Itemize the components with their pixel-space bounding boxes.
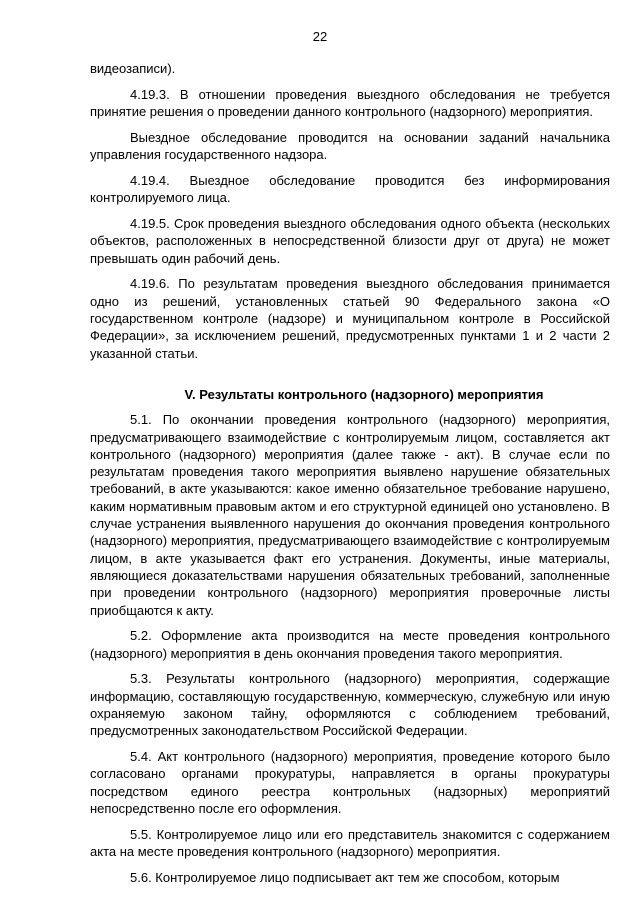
paragraph: 4.19.4. Выездное обследование проводится без информирования контролируемого лица.: [90, 172, 610, 206]
document-body: [90, 60, 610, 895]
paragraph: 5.3. Результаты контрольного (надзорного) мероприятия, содержащие информацию, составляющую государственную, коммерческую, служебную или иную охраняемую законом тайну, оформляются с соблюдением требований, предусмотренных законодательством Российской Федерации.: [90, 671, 610, 739]
paragraph: 5.4. Акт контрольного (надзорного) мероприятия, проведение которого было согласовано органами прокуратуры, направляется в органы прокуратуры посредством единого реестра контрольных (надзорных) мероприятий непосредственно после его оформления.: [90, 749, 610, 816]
paragraph: 4.19.3. В отношении проведения выездного обследования не требуется принятие решения о проведении данного контрольного (надзорного) мероприятия.: [90, 86, 610, 120]
paragraph: 5.5. Контролируемое лицо или его представитель знакомится с содержанием акта на месте проведения контрольного (надзорного) мероприятия.: [90, 826, 610, 860]
paragraph: 5.2. Оформление акта производится на месте проведения контрольного (надзорного) мероприятия в день окончания проведения такого мероприятия.: [90, 628, 610, 661]
paragraph: 4.19.5. Срок проведения выездного обследования одного объекта (нескольких объектов, расположенных в непосредственной близости друг от друга) не может превышать один рабочий день.: [90, 216, 610, 266]
section-heading: V. Результаты контрольного (надзорного) мероприятия: [184, 386, 544, 402]
page-number: 22: [312, 29, 328, 44]
paragraph: 5.6. Контролируемое лицо подписывает акт тем же способом, которым: [130, 869, 560, 885]
paragraph: Выездное обследование проводится на основании заданий начальника управления государственного надзора.: [90, 129, 610, 163]
paragraph: видеозаписи).: [90, 61, 176, 76]
paragraph: 5.1. По окончании проведения контрольного (надзорного) мероприятия, предусматривающего взаимодействие с контролируемым лицом, составляется акт контрольного (надзорного) мероприятия (далее также - акт). В случае если по результатам проведения такого мероприятия выявлено нарушение обязательных требований, в акте указываются: какое именно обязательное требование нарушено, каким нормативным правовым актом и его структурной единицей оно установлено. В случае устранения выявленного нарушения до окончания проведения контрольного (надзорного) мероприятия, предусматривающего взаимодействие с контролируемым лицом, в акте указывается факт его устранения. Документы, иные материалы, являющиеся доказательствами нарушения обязательных требований, заполненные при проведении контрольного (надзорного) мероприятия проверочные листы приобщаются к акту.: [90, 412, 610, 618]
paragraph: 4.19.6. По результатам проведения выездного обследования принимается одно из решений, установленных статьей 90 Федерального закона «О государственном контроле (надзоре) и муниципальном контроле в Российской Федерации», за исключением решений, предусмотренных пунктами 1 и 2 части 2 указанной статьи.: [90, 276, 610, 361]
